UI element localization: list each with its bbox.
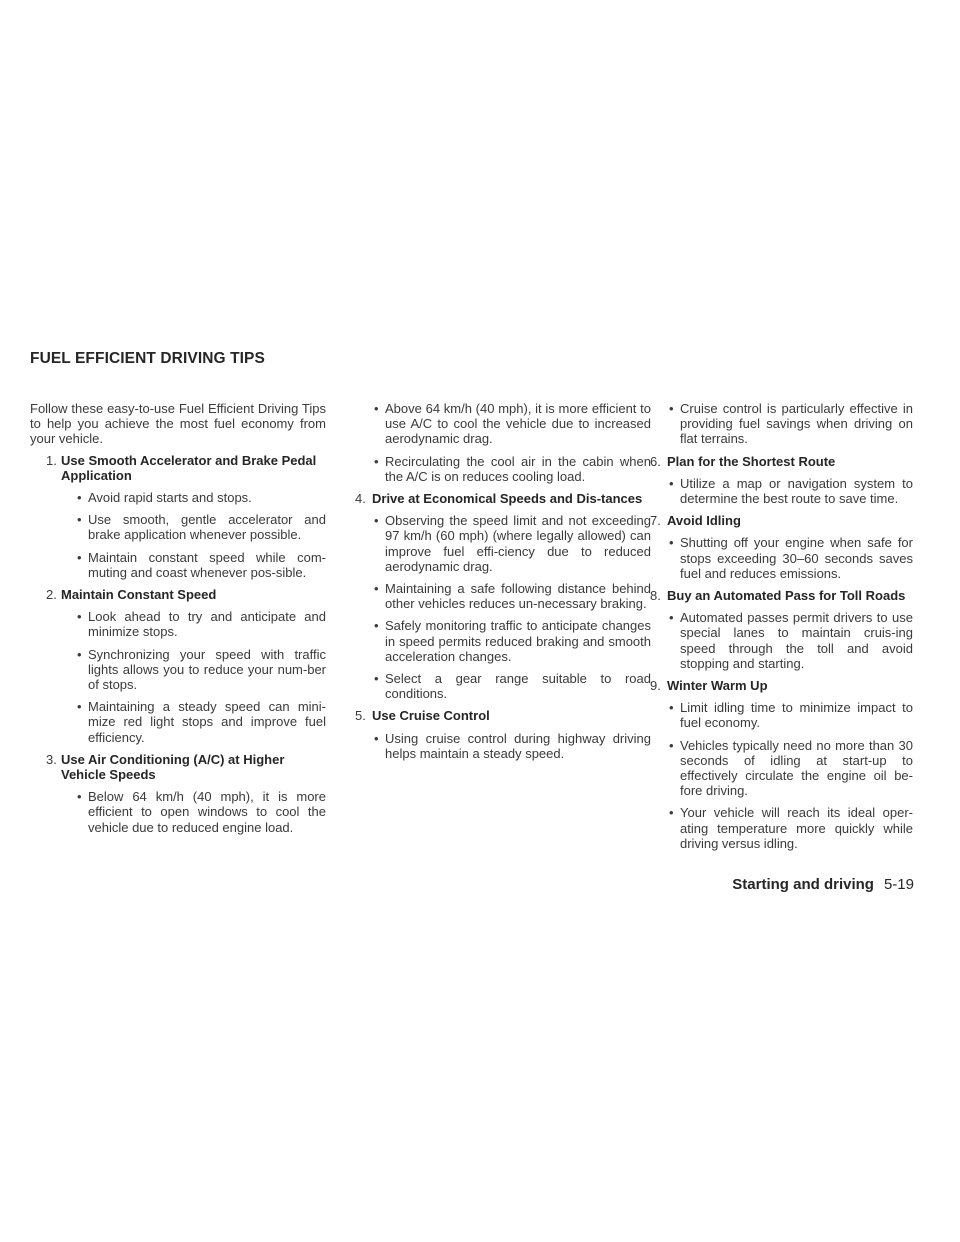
page-heading: FUEL EFFICIENT DRIVING TIPS (30, 350, 265, 367)
list-item: • Vehicles typically need no more than 30 seconds of idling at start-up to effectively circulate the engine oil be-fore driving. (650, 738, 913, 799)
list-item: • Cruise control is particularly effective in providing fuel savings when driving on flat terrains. (650, 401, 913, 447)
intro-paragraph: Follow these easy-to-use Fuel Efficient Driving Tips to help you achieve the most fuel economy from your vehicle. (30, 401, 326, 447)
tip-4-heading: 4. Drive at Economical Speeds and Dis-tances (355, 491, 643, 507)
tip-7-heading: 7. Avoid Idling (650, 513, 741, 529)
list-item: • Synchronizing your speed with traffic lights allows you to reduce your num-ber of stops. (30, 647, 326, 693)
column-3 (650, 401, 913, 851)
list-item: • Observing the speed limit and not exceeding 97 km/h (60 mph) (where legally allowed) can improve fuel effi-ciency due to reduced aerodynamic drag. (355, 513, 651, 574)
list-item: • Automated passes permit drivers to use special lanes to maintain cruis-ing speed through the toll and avoid stopping and starting. (650, 610, 913, 671)
list-item: • Maintaining a steady speed can mini-mize red light stops and improve fuel efficiency. (30, 699, 326, 745)
footer-section-title: Starting and driving (732, 876, 874, 893)
list-item: • Below 64 km/h (40 mph), it is more efficient to open windows to cool the vehicle due to reduced engine load. (30, 789, 326, 835)
list-item: • Utilize a map or navigation system to determine the best route to save time. (650, 476, 913, 506)
tip-6-heading: 6. Plan for the Shortest Route (650, 453, 836, 469)
page-number: 5-19 (883, 876, 914, 893)
list-item: • Avoid rapid starts and stops. (30, 490, 326, 505)
column-1 (30, 401, 326, 835)
tip-3-heading: 3. Use Air Conditioning (A/C) at Higher Vehicle Speeds (46, 751, 285, 783)
list-item: • Your vehicle will reach its ideal oper-ating temperature more quickly while driving versus idling. (650, 805, 913, 851)
list-item: • Above 64 km/h (40 mph), it is more efficient to use A/C to cool the vehicle due to increased aerodynamic drag. (355, 401, 651, 447)
list-item: • Maintain constant speed while com-muting and coast whenever pos-sible. (30, 550, 326, 580)
page-footer (732, 876, 914, 893)
list-item: • Maintaining a safe following distance behind other vehicles reduces un-necessary braking. (355, 581, 651, 611)
column-2 (355, 401, 651, 761)
list-item: • Recirculating the cool air in the cabin when the A/C is on reduces cooling load. (355, 454, 651, 484)
list-item: • Safely monitoring traffic to anticipate changes in speed permits reduced braking and smooth acceleration changes. (355, 618, 651, 664)
tip-8-heading: 8. Buy an Automated Pass for Toll Roads (650, 588, 906, 604)
list-item: • Use smooth, gentle accelerator and brake application whenever possible. (30, 512, 326, 542)
list-item: • Using cruise control during highway driving helps maintain a steady speed. (355, 731, 651, 761)
list-item: • Select a gear range suitable to road conditions. (355, 671, 651, 701)
list-item: • Limit idling time to minimize impact to fuel economy. (650, 700, 913, 730)
tip-5-heading: 5. Use Cruise Control (355, 708, 490, 724)
list-item: • Shutting off your engine when safe for stops exceeding 30–60 seconds saves fuel and reduces emissions. (650, 535, 913, 581)
tip-2-heading: 2. Maintain Constant Speed (46, 587, 217, 603)
tip-1-heading: 1. Use Smooth Accelerator and Brake Pedal Application (46, 452, 317, 483)
tip-9-heading: 9. Winter Warm Up (650, 678, 768, 694)
list-item: • Look ahead to try and anticipate and minimize stops. (30, 609, 326, 639)
